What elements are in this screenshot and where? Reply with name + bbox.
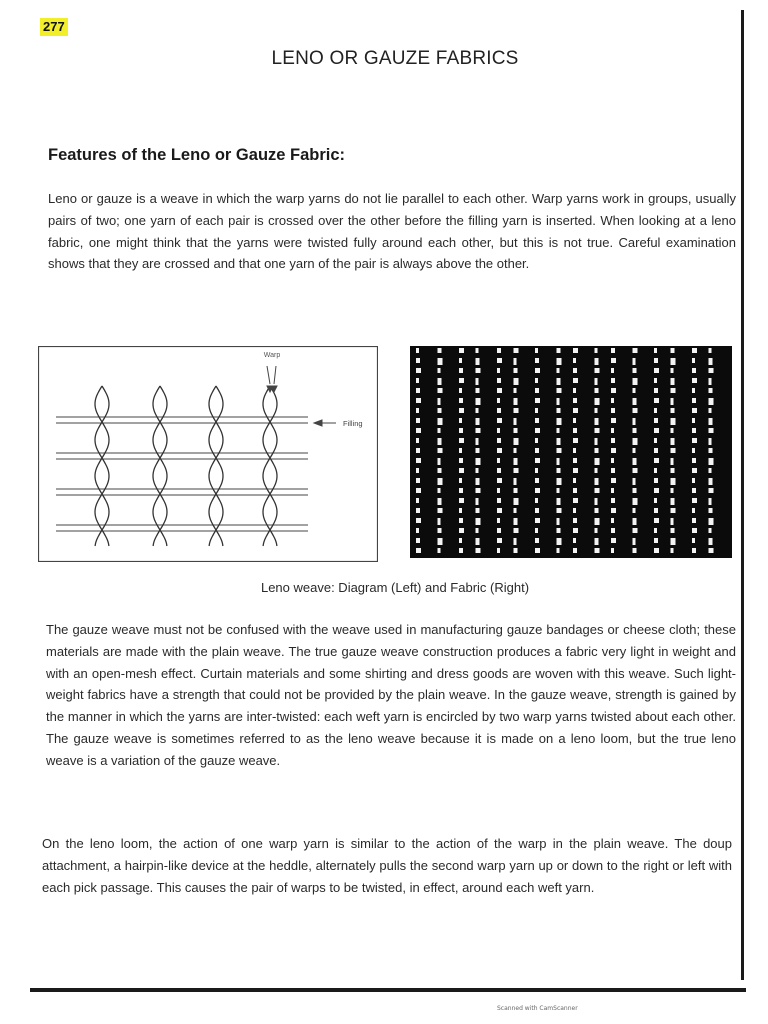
page-title: LENO OR GAUZE FABRICS <box>271 48 519 69</box>
diagram-label-filling: Filling <box>343 419 363 428</box>
leno-fabric-photo <box>410 346 732 558</box>
figure-caption: Leno weave: Diagram (Left) and Fabric (Right) <box>260 580 530 595</box>
page-right-edge <box>741 10 744 980</box>
leno-weave-diagram <box>38 346 378 562</box>
page-bottom-edge <box>30 988 746 992</box>
paragraph-intro: Leno or gauze is a weave in which the warp yarns do not lie parallel to each other. Warp yarns work in groups, usually pairs of two; one yarn of each pair is crossed over the other before the filling yarn is inserted. When looking at a leno fabric, one might think that the yarns were twisted fully around each other, but this is not true. Careful examination shows that they are crossed and that one yarn of the pair is always above the other. <box>48 191 736 272</box>
scanner-footer: Scanned with CamScanner <box>497 1005 578 1012</box>
paragraph-leno-loom: On the leno loom, the action of one warp yarn is similar to the action of the warp in the plain weave. The doup attachment, a hairpin-like device at the heddle, alternately pulls the second warp yarn up or down to the right or left with each pick passage. This causes the pair of warps to be twisted, in effect, around each weft yarn. <box>42 836 732 895</box>
diagram-label-warp: Warp <box>263 352 281 359</box>
page-number: 277 <box>40 18 68 36</box>
paragraph-gauze: The gauze weave must not be confused with the weave used in manufacturing gauze bandages or cheese cloth; these materials are made with the plain weave. The true gauze weave construction produces a fabric very light in weight and with an open-mesh effect. Curtain materials and some shirting and dress goods are woven with this weave. Such light-weight fabrics have a strength that could not be provided by the plain weave. In the gauze weave, strength is gained by the manner in which the yarns are inter-twisted: each weft yarn is encircled by two warp yarns twisted about each other. The gauze weave is sometimes referred to as the leno weave because it is made on a leno loom, but the true leno weave is a variation of the gauze weave. <box>46 622 736 768</box>
section-heading: Features of the Leno or Gauze Fabric: <box>48 146 346 164</box>
